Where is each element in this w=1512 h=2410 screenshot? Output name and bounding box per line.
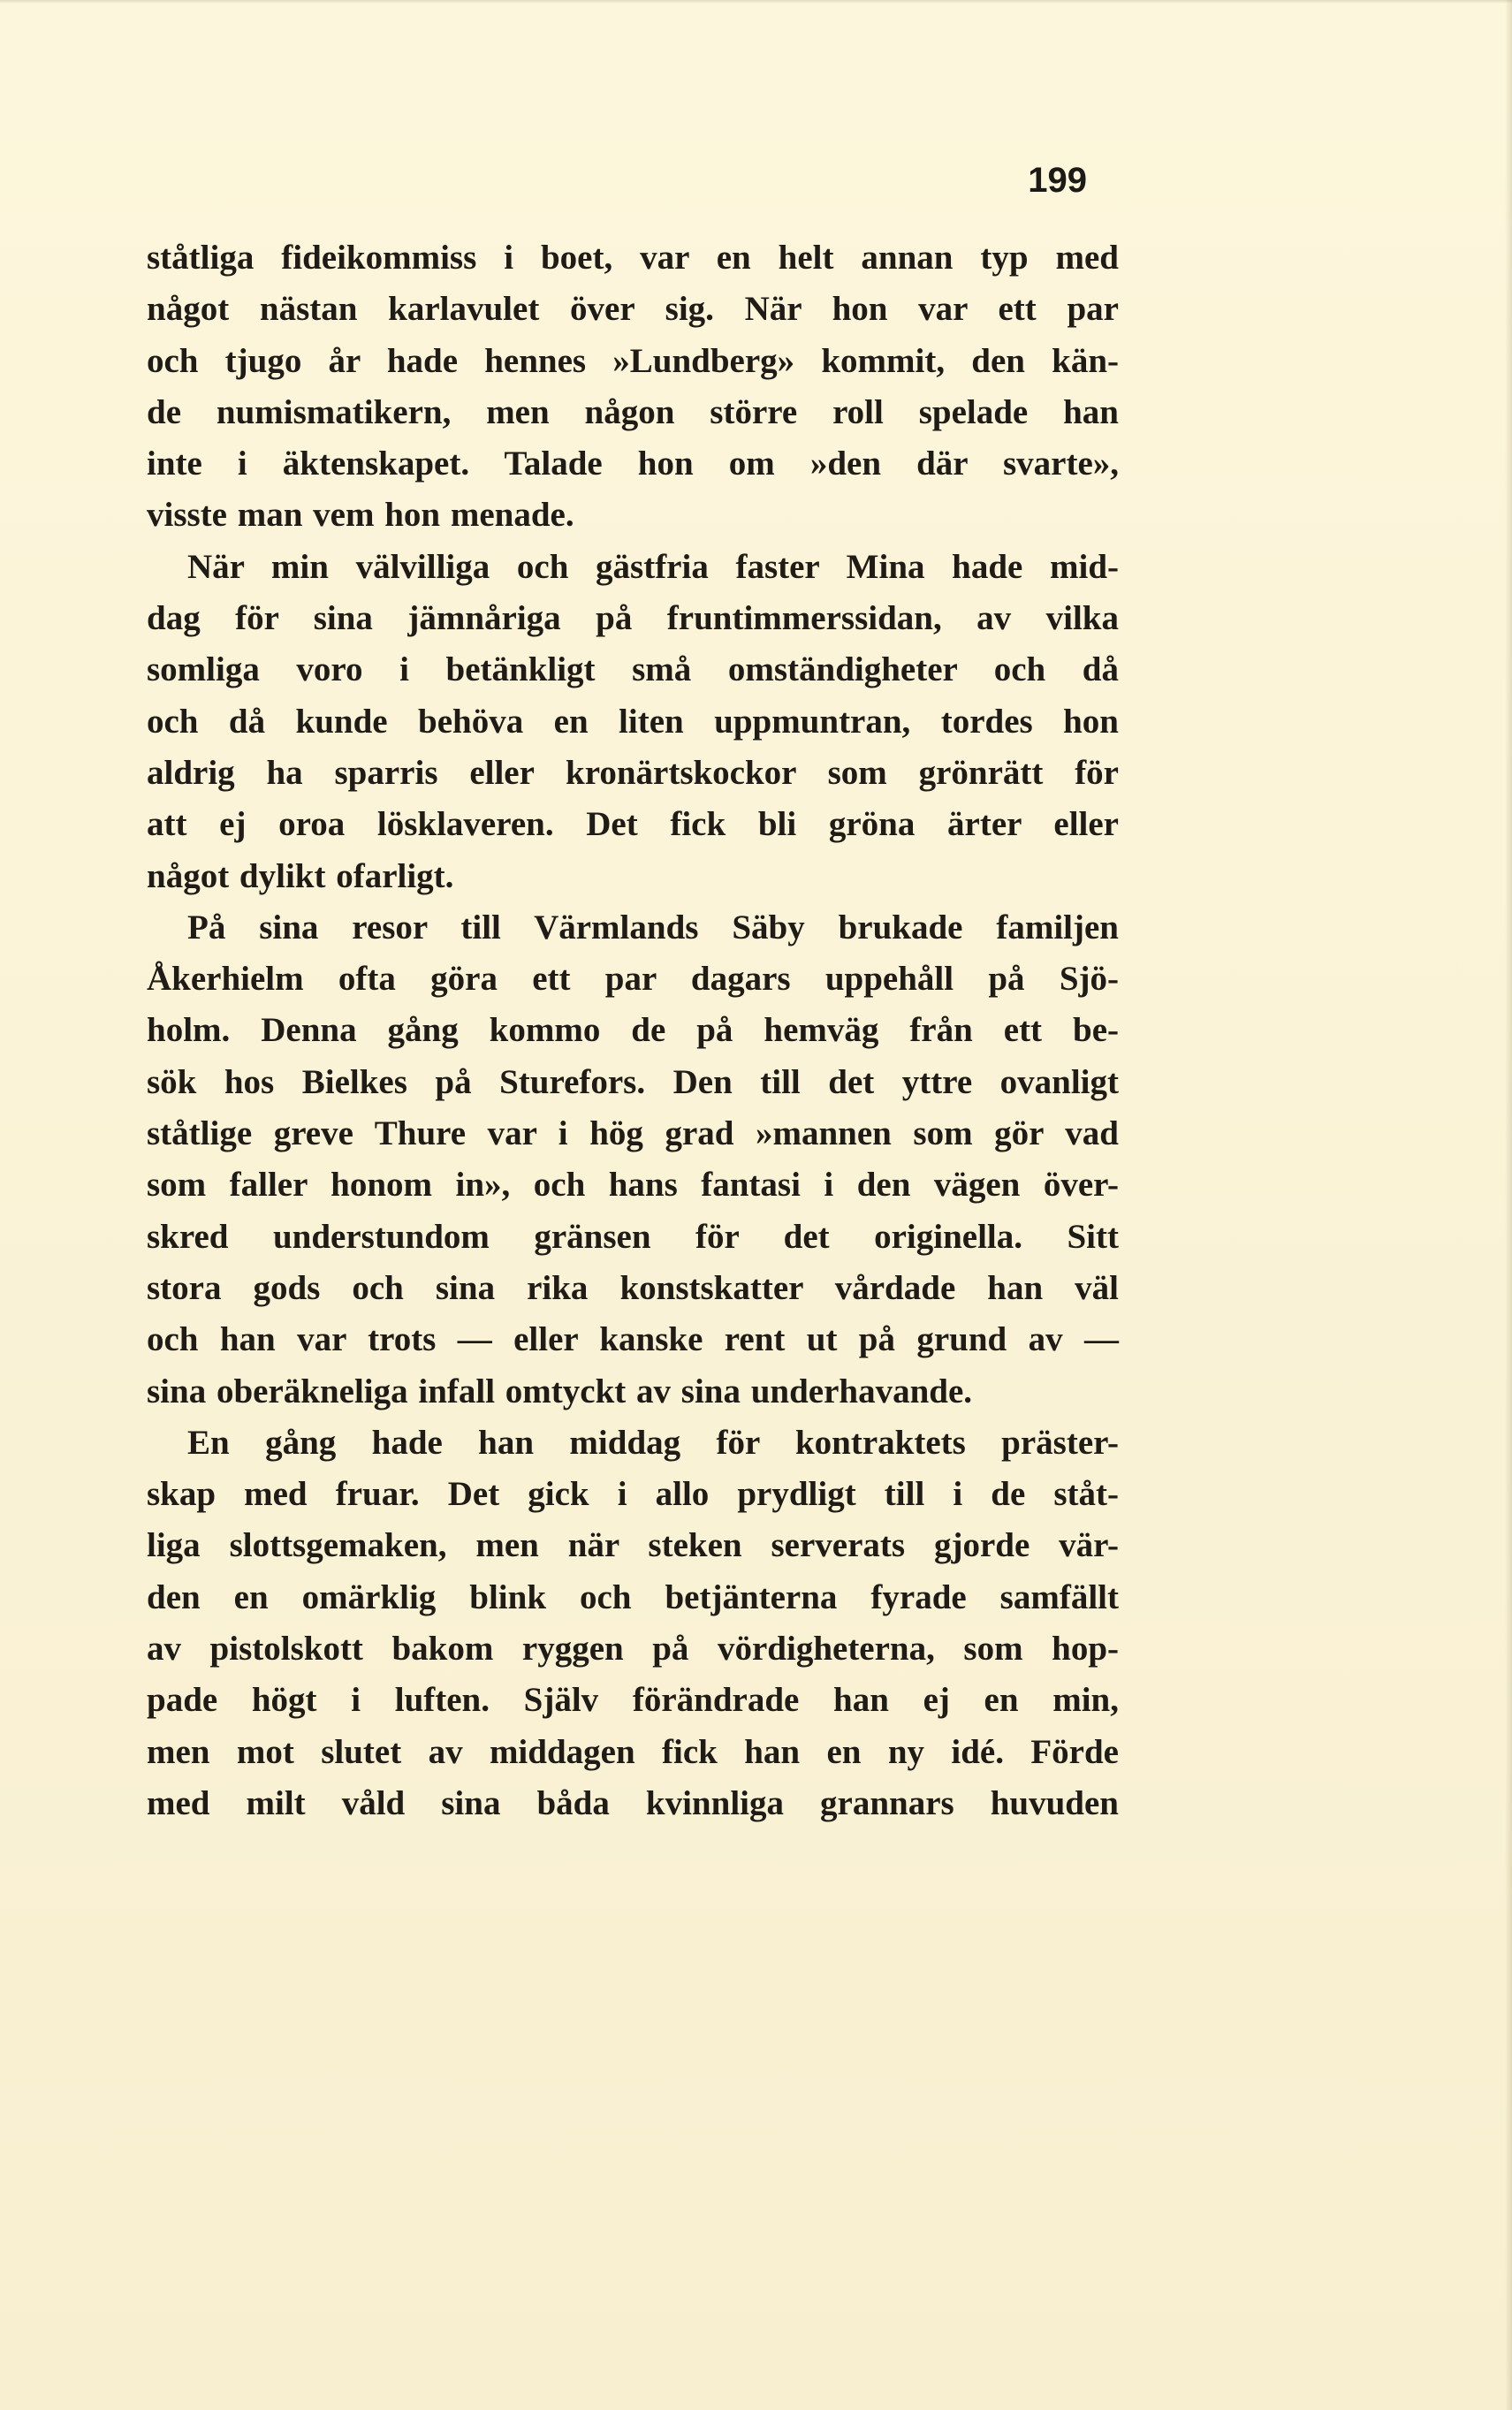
text-line: När min välvilliga och gästfria faster Mina hade mid- [187,547,1119,586]
text-line: En gång hade han middag för kontraktets präster- [187,1423,1119,1462]
text-line: dag för sina jämnåriga på fruntimmerssidan, av vilka [147,599,1119,638]
body-text [147,232,1119,1829]
page-top-edge [0,0,1512,4]
text-line: aldrig ha sparris eller kronärtskockor som grönrätt för [147,753,1119,792]
text-line: holm. Denna gång kommo de på hemväg från ett be- [147,1011,1119,1050]
text-line: och han var trots — eller kanske rent ut på grund av — [147,1320,1119,1359]
text-line: men mot slutet av middagen fick han en ny idé. Förde [147,1732,1119,1771]
text-line: och tjugo år hade hennes »Lundberg» kommit, den kän- [147,341,1119,380]
text-line: något dylikt ofarligt. [147,856,454,895]
text-line: stora gods och sina rika konstskatter vårdade han väl [147,1268,1119,1307]
text-line: ståtlige greve Thure var i hög grad »mannen som gör vad [147,1114,1119,1153]
text-line: sina oberäkneliga infall omtyckt av sina underhavande. [147,1372,973,1410]
text-line: den en omärklig blink och betjänterna fyrade samfällt [147,1578,1119,1616]
text-line: som faller honom in», och hans fantasi i den vägen över- [147,1166,1119,1205]
text-line: visste man vem hon menade. [147,496,574,535]
text-line: de numismatikern, men någon större roll spelade han [147,392,1119,431]
text-line: något nästan karlavulet över sig. När hon var ett par [147,290,1119,329]
text-line: inte i äktenskapet. Talade hon om »den där svarte», [147,445,1119,483]
text-line: med milt våld sina båda kvinnliga grannars huvuden [147,1783,1119,1822]
text-line: ståtliga fideikommiss i boet, var en helt annan typ med [147,239,1119,277]
text-line: sök hos Bielkes på Sturefors. Den till det yttre ovanligt [147,1062,1119,1101]
text-line: liga slottsgemaken, men när steken serverats gjorde vär- [147,1526,1119,1565]
text-line: att ej oroa lösklaveren. Det fick bli gröna ärter eller [147,805,1119,844]
text-line: av pistolskott bakom ryggen på vördigheterna, som hop- [147,1630,1119,1669]
page-right-edge [1505,0,1512,2410]
text-line: skap med fruar. Det gick i allo prydligt till i de ståt- [147,1475,1119,1514]
text-line: Åkerhielm ofta göra ett par dagars uppehåll på Sjö- [147,960,1119,999]
text-line: och då kunde behöva en liten uppmuntran, tordes hon [147,702,1119,741]
page-number: 199 [1028,161,1087,200]
text-line: skred understundom gränsen för det originella. Sitt [147,1217,1119,1256]
text-line: pade högt i luften. Själv förändrade han ej en min, [147,1681,1119,1720]
text-line: somliga voro i betänkligt små omständigheter och då [147,650,1119,689]
text-line: På sina resor till Värmlands Säby brukade familjen [187,908,1119,947]
